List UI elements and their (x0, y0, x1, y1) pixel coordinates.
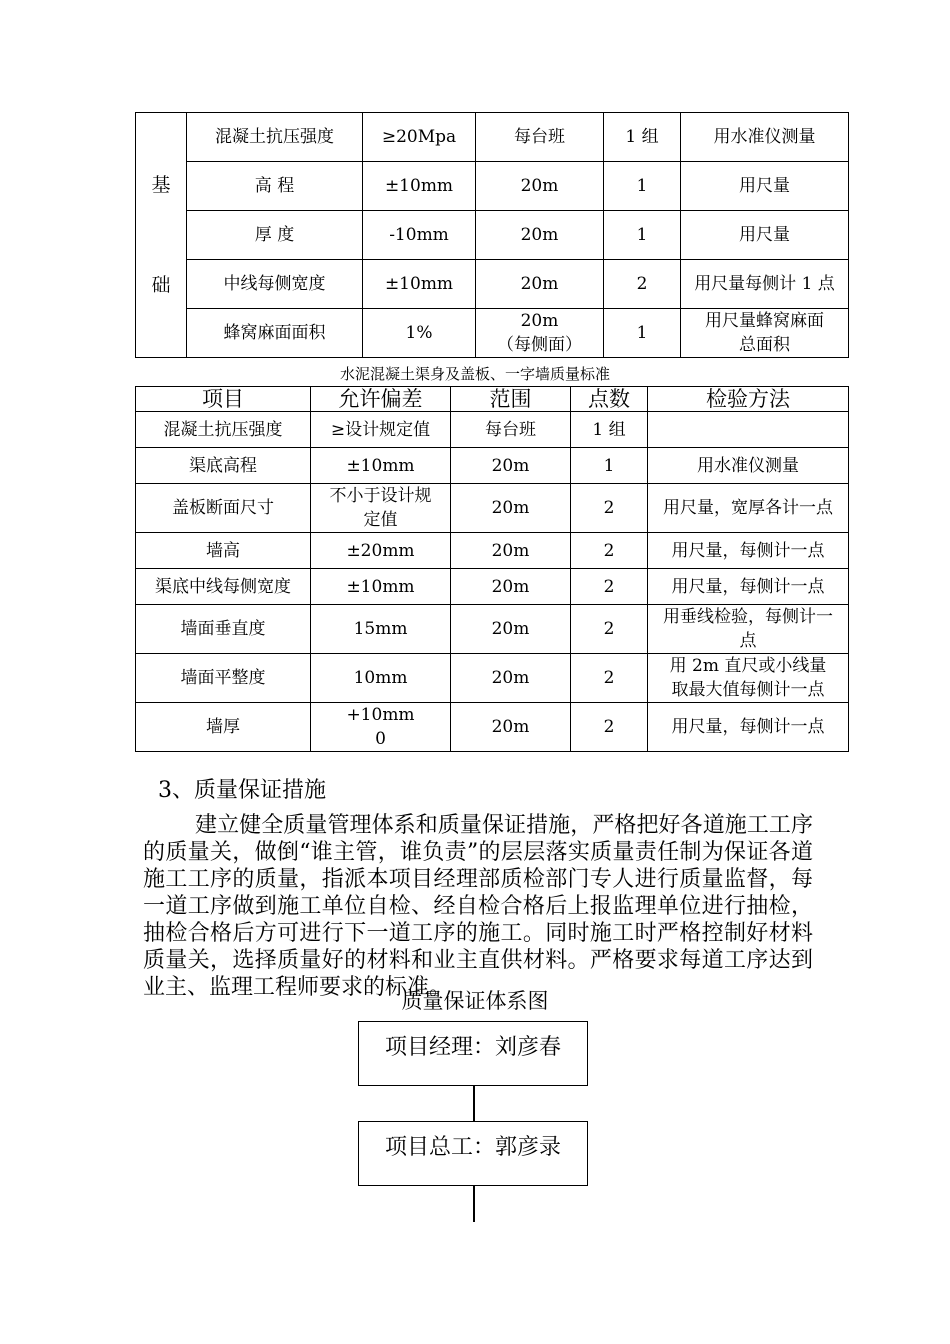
table-header-row (136, 387, 849, 412)
method-cell: 用垂线检验，每侧计一 点 (648, 605, 849, 654)
method-cell: 用 2m 直尺或小线量 取最大值每侧计一点 (648, 654, 849, 703)
org-chart-title: 质量保证体系图 (401, 989, 549, 1013)
item-cell: 混凝土抗压强度 (187, 113, 363, 162)
tolerance-cell: 10mm (311, 654, 451, 703)
points-cell: 2 (571, 654, 648, 703)
table-row (136, 448, 849, 484)
method-cell: 用尺量，每侧计一点 (648, 569, 849, 605)
tolerance-cell: ±20mm (311, 533, 451, 569)
table-row (136, 309, 849, 358)
points-cell: 2 (571, 569, 648, 605)
range-cell: 20m (451, 533, 571, 569)
points-cell: 1 (604, 211, 681, 260)
item-cell: 墙高 (136, 533, 311, 569)
points-cell: 1 (571, 448, 648, 484)
column-header: 项目 (136, 387, 311, 412)
item-cell: 混凝土抗压强度 (136, 412, 311, 448)
item-cell: 高 程 (187, 162, 363, 211)
tolerance-cell: ≥20Mpa (363, 113, 476, 162)
org-box-project-manager: 项目经理：刘彦春 (358, 1021, 588, 1086)
points-cell: 2 (571, 533, 648, 569)
table-row (136, 211, 849, 260)
table-row (136, 113, 849, 162)
points-cell: 1 组 (571, 412, 648, 448)
tolerance-cell: ≥设计规定值 (311, 412, 451, 448)
table-row (136, 260, 849, 309)
range-cell: 20m (451, 703, 571, 752)
section-title: 3、质量保证措施 (158, 778, 326, 803)
channel-quality-standard-table (135, 386, 849, 752)
foundation-quality-table (135, 112, 849, 358)
tolerance-cell: 15mm (311, 605, 451, 654)
item-cell: 墙面垂直度 (136, 605, 311, 654)
table-row (136, 484, 849, 533)
section-paragraph: 建立健全质量管理体系和质量保证措施，严格把好各道施工工序的质量关，做倒“谁主管，谁负责”的层层落实质量责任制为保证各道施工工序的质量，指派本项目经理部质检部门专人进行质量监督，每一道工序做到施工单位自检、经自检合格后上报监理单位进行抽检，抽检合格后方可进行下一道工序的施工。同时施工时严格控制好材料质量关，选择质量好的材料和业主直供材料。严格要求每道工序达到业主、监理工程师要求的标准。 (143, 813, 813, 1000)
column-header: 范围 (451, 387, 571, 412)
item-cell: 渠底高程 (136, 448, 311, 484)
range-cell: 20m (476, 260, 604, 309)
item-cell: 渠底中线每侧宽度 (136, 569, 311, 605)
item-cell: 墙厚 (136, 703, 311, 752)
item-cell: 墙面平整度 (136, 654, 311, 703)
item-cell: 蜂窝麻面面积 (187, 309, 363, 358)
points-cell: 2 (571, 484, 648, 533)
tolerance-cell: 1% (363, 309, 476, 358)
group-label-cell: 基 础 (136, 113, 187, 358)
column-header: 点数 (571, 387, 648, 412)
table-row (136, 654, 849, 703)
method-cell (648, 412, 849, 448)
method-cell: 用尺量 (681, 211, 849, 260)
method-cell: 用尺量，宽厚各计一点 (648, 484, 849, 533)
tolerance-cell: +10mm 0 (311, 703, 451, 752)
item-cell: 盖板断面尺寸 (136, 484, 311, 533)
points-cell: 2 (571, 605, 648, 654)
column-header: 检验方法 (648, 387, 849, 412)
range-cell: 20m (476, 211, 604, 260)
column-header: 允许偏差 (311, 387, 451, 412)
points-cell: 1 (604, 309, 681, 358)
tolerance-cell: ±10mm (311, 448, 451, 484)
points-cell: 1 (604, 162, 681, 211)
table-row (136, 162, 849, 211)
method-cell: 用尺量蜂窝麻面 总面积 (681, 309, 849, 358)
points-cell: 2 (571, 703, 648, 752)
method-cell: 用尺量每侧计 1 点 (681, 260, 849, 309)
method-cell: 用尺量 (681, 162, 849, 211)
points-cell: 2 (604, 260, 681, 309)
method-cell: 用水准仪测量 (681, 113, 849, 162)
range-cell: 20m (451, 484, 571, 533)
tolerance-cell: ±10mm (363, 162, 476, 211)
table-row (136, 703, 849, 752)
table-row (136, 533, 849, 569)
range-cell: 20m (451, 569, 571, 605)
table-row (136, 412, 849, 448)
range-cell: 20m (451, 448, 571, 484)
range-cell: 每台班 (451, 412, 571, 448)
tolerance-cell: ±10mm (311, 569, 451, 605)
org-box-chief-engineer: 项目总工：郭彦录 (358, 1121, 588, 1186)
range-cell: 20m (476, 162, 604, 211)
method-cell: 用尺量，每侧计一点 (648, 703, 849, 752)
range-cell: 每台班 (476, 113, 604, 162)
item-cell: 厚 度 (187, 211, 363, 260)
item-cell: 中线每侧宽度 (187, 260, 363, 309)
points-cell: 1 组 (604, 113, 681, 162)
method-cell: 用尺量，每侧计一点 (648, 533, 849, 569)
tolerance-cell: 不小于设计规 定值 (311, 484, 451, 533)
tolerance-cell: -10mm (363, 211, 476, 260)
range-cell: 20m (451, 654, 571, 703)
range-cell: 20m (451, 605, 571, 654)
method-cell: 用水准仪测量 (648, 448, 849, 484)
table-row (136, 605, 849, 654)
tolerance-cell: ±10mm (363, 260, 476, 309)
org-connector-line (473, 1186, 475, 1222)
table-row (136, 569, 849, 605)
table-caption: 水泥混凝土渠身及盖板、一字墙质量标准 (339, 365, 610, 383)
range-cell: 20m （每侧面） (476, 309, 604, 358)
org-connector-line (473, 1086, 475, 1121)
